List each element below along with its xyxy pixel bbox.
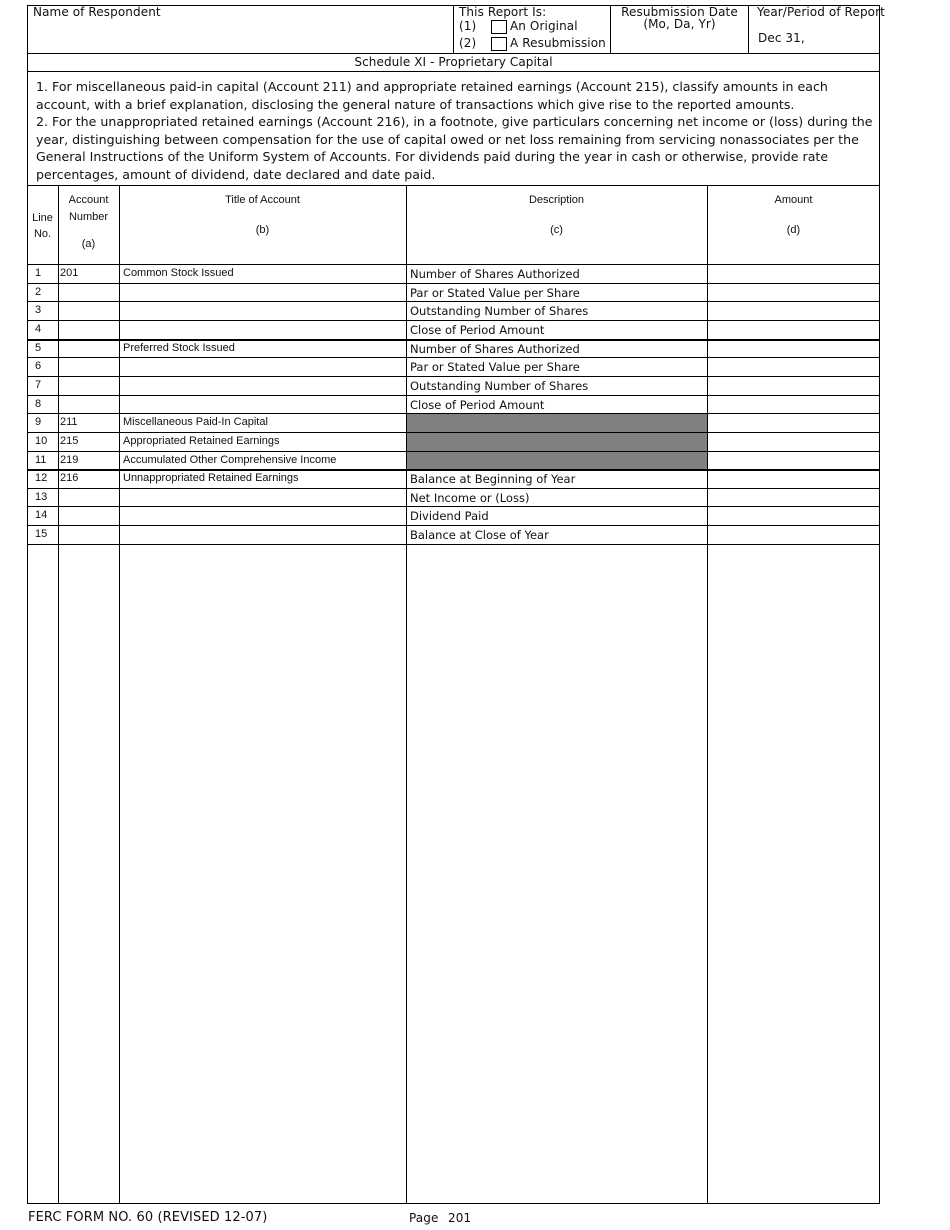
original-checkbox[interactable] <box>491 20 507 34</box>
amount-cell[interactable] <box>708 432 880 451</box>
col-line-header-2: No. <box>33 228 52 240</box>
description: Outstanding Number of Shares <box>410 304 589 318</box>
row-separator <box>27 544 880 545</box>
table-row <box>27 488 880 507</box>
account-title[interactable]: Preferred Stock Issued <box>123 342 235 354</box>
header-divider <box>748 5 749 54</box>
amount-cell[interactable] <box>708 357 880 376</box>
col-title-header-label: Title of Account <box>225 194 300 206</box>
table-row <box>27 432 880 451</box>
shaded-cell <box>406 432 708 452</box>
col-amount-header-label: Amount <box>774 194 813 206</box>
col-description-letter: (c) <box>550 224 563 236</box>
option1-number: (1) <box>459 19 477 33</box>
table-row <box>27 413 880 432</box>
description: Number of Shares Authorized <box>410 342 580 356</box>
description: Close of Period Amount <box>410 398 545 412</box>
line-number: 3 <box>35 304 42 316</box>
col-line-header-1: Line <box>32 212 53 224</box>
amount-cell[interactable] <box>708 413 880 432</box>
amount-cell[interactable] <box>708 283 880 302</box>
account-number[interactable]: 215 <box>60 435 79 447</box>
table-row <box>27 469 880 488</box>
account-title[interactable]: Accumulated Other Comprehensive Income <box>123 454 337 466</box>
line-number: 12 <box>35 472 48 484</box>
account-number[interactable]: 216 <box>60 472 79 484</box>
option2-number: (2) <box>459 36 477 50</box>
account-number[interactable]: 219 <box>60 454 79 466</box>
resubmission-checkbox[interactable] <box>491 37 507 51</box>
description: Net Income or (Loss) <box>410 491 530 505</box>
col-account-header-2: Number <box>68 211 109 223</box>
line-number: 4 <box>35 323 42 335</box>
account-title[interactable]: Miscellaneous Paid-In Capital <box>123 416 268 428</box>
page-label: Page <box>409 1211 439 1225</box>
description: Balance at Beginning of Year <box>410 472 576 486</box>
year-period-label: Year/Period of Report <box>757 5 885 19</box>
amount-cell[interactable] <box>708 301 880 320</box>
instruction-2: 2. For the unappropriated retained earnings (Account 216), in a footnote, give particulars concerning net income or (loss) during the year, distinguishing between compensation for the use of capital owed or net loss remaining from servicing nonassociates per the General Instructions of the Uniform System of Accounts. For dividends paid during the year in cash or otherwise, provide rate percentages, amount of dividend, date declared and date paid. <box>36 114 873 182</box>
table-row <box>27 395 880 414</box>
amount-cell[interactable] <box>708 451 880 470</box>
original-label: An Original <box>510 19 578 33</box>
table-row <box>27 320 880 339</box>
table-row <box>27 376 880 395</box>
table-row <box>27 339 880 358</box>
line-number: 8 <box>35 398 42 410</box>
amount-cell[interactable] <box>708 376 880 395</box>
account-number[interactable]: 201 <box>60 267 79 279</box>
page-number: 201 <box>448 1211 472 1225</box>
col-account-header <box>58 194 119 250</box>
shaded-cell <box>406 413 708 433</box>
description: Dividend Paid <box>410 509 489 523</box>
instruction-1: 1. For miscellaneous paid-in capital (Account 211) and appropriate retained earnings (Account 215), classify amounts in each account, with a brief explanation, disclosing the general nature of transactions which give rise to the reported amounts. <box>36 79 828 112</box>
schedule-title: Schedule XI - Proprietary Capital <box>354 55 553 69</box>
table-row <box>27 264 880 283</box>
col-account-header-1: Account <box>68 194 109 206</box>
line-number: 9 <box>35 416 42 428</box>
amount-cell[interactable] <box>708 320 880 339</box>
amount-cell[interactable] <box>708 264 880 283</box>
account-title[interactable]: Appropriated Retained Earnings <box>123 435 280 447</box>
line-number: 14 <box>35 509 48 521</box>
description: Outstanding Number of Shares <box>410 379 589 393</box>
line-number: 15 <box>35 528 48 540</box>
description: Balance at Close of Year <box>410 528 549 542</box>
line-number: 5 <box>35 342 42 354</box>
title-divider <box>27 71 880 72</box>
line-number: 1 <box>35 267 42 279</box>
header-divider <box>453 5 454 54</box>
col-description-header-label: Description <box>528 194 585 206</box>
amount-cell[interactable] <box>708 525 880 544</box>
account-title[interactable]: Unnappropriated Retained Earnings <box>123 472 299 484</box>
amount-cell[interactable] <box>708 469 880 488</box>
report-is-label: This Report Is: <box>459 5 547 19</box>
col-line-header <box>27 212 58 240</box>
col-description-header <box>406 194 707 236</box>
form-number: FERC FORM NO. 60 (REVISED 12-07) <box>28 1210 268 1225</box>
line-number: 10 <box>35 435 48 447</box>
resubmission-date-format: (Mo, Da, Yr) <box>643 17 716 31</box>
description: Par or Stated Value per Share <box>410 286 580 300</box>
shaded-cell <box>406 451 708 471</box>
col-amount-letter: (d) <box>786 224 801 236</box>
amount-cell[interactable] <box>708 395 880 414</box>
year-period-value[interactable]: Dec 31, <box>758 31 805 45</box>
amount-cell[interactable] <box>708 506 880 525</box>
col-amount-header <box>707 194 880 236</box>
table-row <box>27 506 880 525</box>
table-row <box>27 301 880 320</box>
line-number: 6 <box>35 360 42 372</box>
line-number: 13 <box>35 491 48 503</box>
amount-cell[interactable] <box>708 339 880 358</box>
line-number: 2 <box>35 286 42 298</box>
account-number[interactable]: 211 <box>60 416 78 428</box>
resubmission-label: A Resubmission <box>510 36 606 50</box>
col-title-header <box>119 194 406 236</box>
col-account-letter: (a) <box>81 238 96 250</box>
description: Number of Shares Authorized <box>410 267 580 281</box>
account-title[interactable]: Common Stock Issued <box>123 267 234 279</box>
table-row <box>27 451 880 470</box>
amount-cell[interactable] <box>708 488 880 507</box>
description: Close of Period Amount <box>410 323 545 337</box>
line-number: 11 <box>35 454 47 466</box>
line-number: 7 <box>35 379 42 391</box>
resubmission-date-label: Resubmission Date <box>621 5 738 19</box>
respondent-name-label: Name of Respondent <box>33 5 161 19</box>
table-row <box>27 525 880 544</box>
col-title-letter: (b) <box>255 224 270 236</box>
table-row <box>27 357 880 376</box>
description: Par or Stated Value per Share <box>410 360 580 374</box>
table-row <box>27 283 880 302</box>
